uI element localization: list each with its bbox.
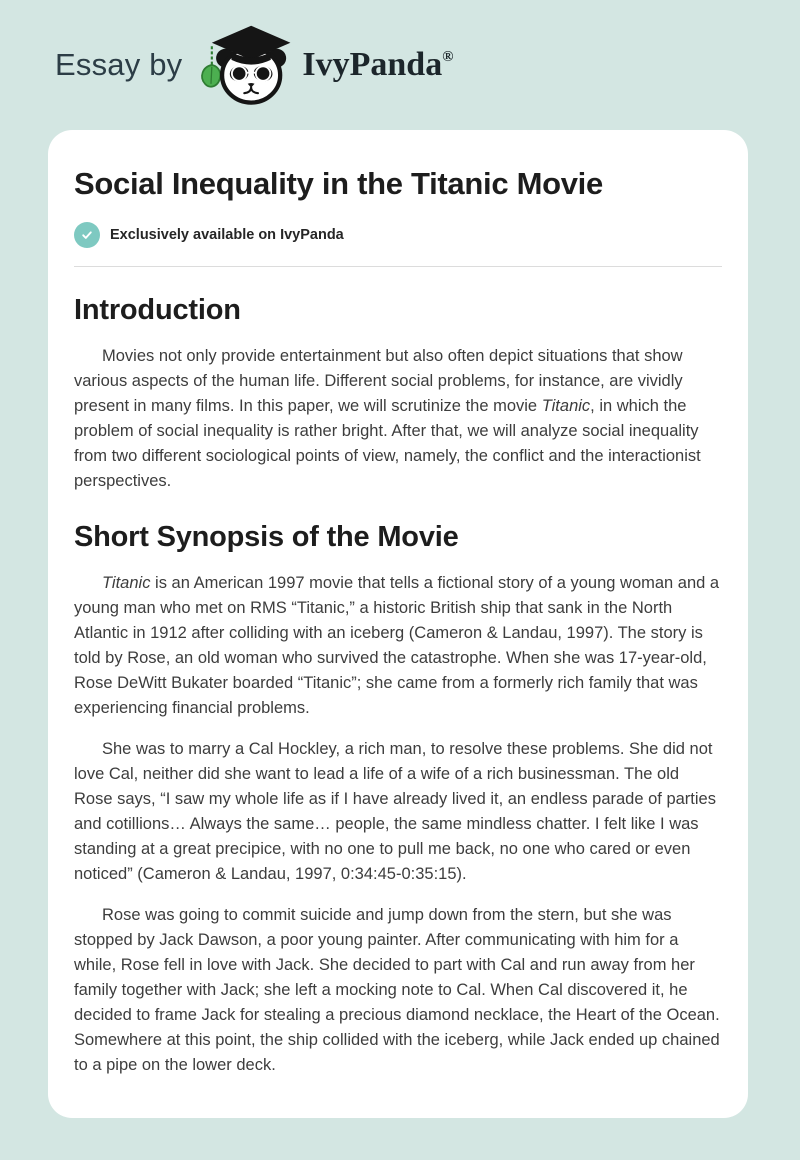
section-heading-synopsis: Short Synopsis of the Movie (74, 521, 459, 553)
movie-title-italic: Titanic (541, 397, 591, 415)
synopsis-paragraph-3: Rose was going to commit suicide and jump down from the stern, but she was stopped by Jack Dawson, a poor young painter. After communicating with him for a while, Rose fell in love with Jack. She decided to part with Cal and run away from her family together with Jack; she left a mocking note to Cal. When Cal discovered it, he decided to frame Jack for stealing a precious diamond necklace, the Heart of the Ocean. Somewhere at this point, the ship collided with the iceberg, while Jack ended up chained to a pipe on the lower deck. (74, 906, 720, 1074)
check-icon (74, 222, 100, 248)
intro-paragraph (74, 344, 722, 494)
synopsis-paragraph-2: She was to marry a Cal Hockley, a rich man, to resolve these problems. She did not love Cal, neither did she want to lead a life of a wife of a rich businessman. The old Rose says, “I saw my whole life as if I have already lived it, an endless parade of parties and cotillions… Always the same… people, the same mindless chatter. I felt like I was standing at a great precipice, with no one to pull me back, no one who cared or even noticed” (Cameron & Landau, 1997, 0:34:45-0:35:15). (74, 740, 716, 883)
exclusive-badge (74, 222, 722, 248)
synopsis-paragraph-text: is an American 1997 movie that tells a fictional story of a young woman and a young man who met on RMS “Titanic,” a historic British ship that sank in the North Atlantic in 1912 after colliding with an iceberg (Cameron & Landau, 1997). The story is told by Rose, an old woman who survived the catastrophe. When she was 17-year-old, Rose DeWitt Bukater boarded “Titanic”; she came from a formerly rich family that was experiencing financial problems. (74, 574, 720, 717)
synopsis-paragraph-1 (74, 571, 722, 721)
site-header (0, 0, 800, 130)
brand-name: IvyPanda (302, 46, 443, 83)
divider (74, 266, 722, 267)
intro-paragraph-text: Movies not only provide entertainment but also often depict situations that show various aspects of the human life. Different social problems, for instance, are vividly present in many films. In this paper, we will scrutinize the movie (74, 347, 683, 415)
registered-mark: ® (442, 49, 454, 65)
intro-paragraph-text: , in which the problem of social inequality is rather bright. After that, we will analyze social inequality from two different sociological points of view, namely, the conflict and the interactionist perspectives. (74, 397, 701, 490)
essay-title: Social Inequality in the Titanic Movie (74, 166, 603, 201)
movie-title-italic: Titanic (102, 574, 151, 592)
graduate-panda-icon (198, 24, 294, 106)
section-heading-introduction: Introduction (74, 294, 241, 326)
essay-by-label: Essay by (55, 47, 183, 82)
essay-card (48, 130, 748, 1118)
brand-wordmark (302, 48, 453, 82)
badge-label: Exclusively available on IvyPanda (110, 227, 344, 243)
